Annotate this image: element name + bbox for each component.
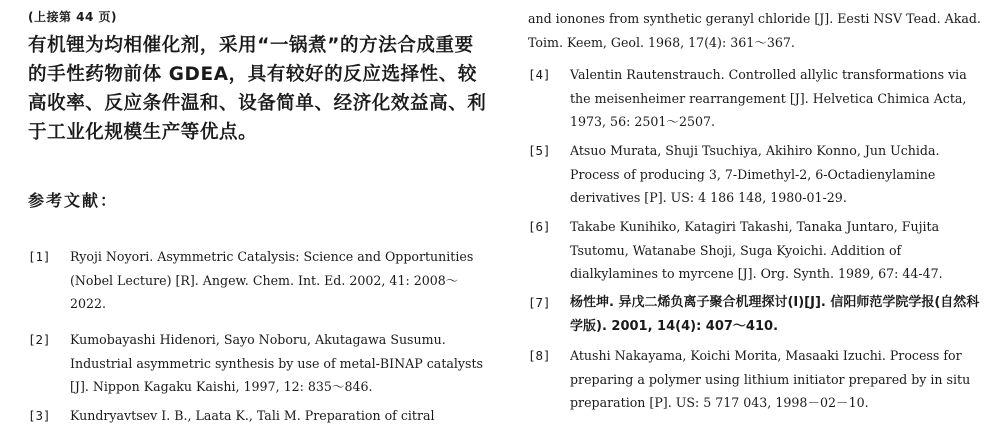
reference-number: [1]: [28, 249, 51, 264]
reference-item: [528, 215, 990, 286]
reference-text: 杨性坤. 异戊二烯负离子聚合机理探讨(Ⅰ)[J]. 信阳师范学院学报(自然科学版). 2001, 14(4): 407～410.: [570, 295, 980, 334]
body-paragraph: 有机锂为均相催化剂，采用“一锅煮”的方法合成重要的手性药物前体 GDEA，具有较好的反应选择性、较高收率、反应条件温和、设备简单、经济化效益高、利于工业化规模生产等优点。: [28, 35, 487, 143]
reference-number: [4]: [528, 67, 551, 82]
reference-text: Kundryavtsev I. B., Laata K., Tali M. Preparation of citral: [70, 408, 435, 423]
reference-text: Atsuo Murata, Shuji Tsuchiya, Akihiro Konno, Jun Uchida. Process of producing 3, 7-Dimethyl-2, 6-Octadienylamine derivatives [P]. US: 4 186 148, 1980-01-29.: [570, 143, 940, 205]
reference-item: [528, 344, 990, 415]
reference-item: [528, 139, 990, 210]
references-heading: 参考文献：: [28, 191, 119, 210]
reference-number: [7]: [528, 295, 551, 310]
reference-item: [28, 328, 490, 399]
reference-text: Takabe Kunihiko, Katagiri Takashi, Tanaka Juntaro, Fujita Tsutomu, Watanabe Shoji, Suga Kyoichi. Addition of dialkylamines to myrcene [J]. Org. Synth. 1989, 67: 44-47.: [570, 219, 943, 281]
reference-number: [5]: [528, 143, 551, 158]
reference-continuation: [528, 7, 990, 54]
reference-item: [28, 404, 490, 428]
reference-number: [8]: [528, 348, 551, 363]
continued-from-note: (上接第 44 页): [28, 10, 118, 24]
reference-text: Atushi Nakayama, Koichi Morita, Masaaki Izuchi. Process for preparing a polymer using lithium initiator prepared by in situ preparation [P]. US: 5 717 043, 1998－02－10.: [570, 348, 971, 410]
reference-item: [528, 291, 990, 338]
reference-item: [28, 245, 490, 316]
reference-number: [3]: [28, 408, 51, 423]
reference-text: Ryoji Noyori. Asymmetric Catalysis: Science and Opportunities (Nobel Lecture) [R]. Angew. Chem. Int. Ed. 2002, 41: 2008～2022.: [70, 249, 474, 311]
reference-number: [6]: [528, 219, 551, 234]
reference-text: Kumobayashi Hidenori, Sayo Noboru, Akutagawa Susumu. Industrial asymmetric synthesis by use of metal-BINAP catalysts [J]. Nippon Kagaku Kaishi, 1997, 12: 835～846.: [70, 332, 484, 394]
reference-text: Valentin Rautenstrauch. Controlled allylic transformations via the meisenheimer rearrangement [J]. Helvetica Chimica Acta, 1973, 56: 2501～2507.: [570, 67, 967, 129]
reference-number: [2]: [28, 332, 51, 347]
reference-text-continued: and ionones from synthetic geranyl chloride [J]. Eesti NSV Tead. Akad. Toim. Keem, Geol. 1968, 17(4): 361～367.: [528, 11, 981, 50]
reference-item: [528, 63, 990, 134]
